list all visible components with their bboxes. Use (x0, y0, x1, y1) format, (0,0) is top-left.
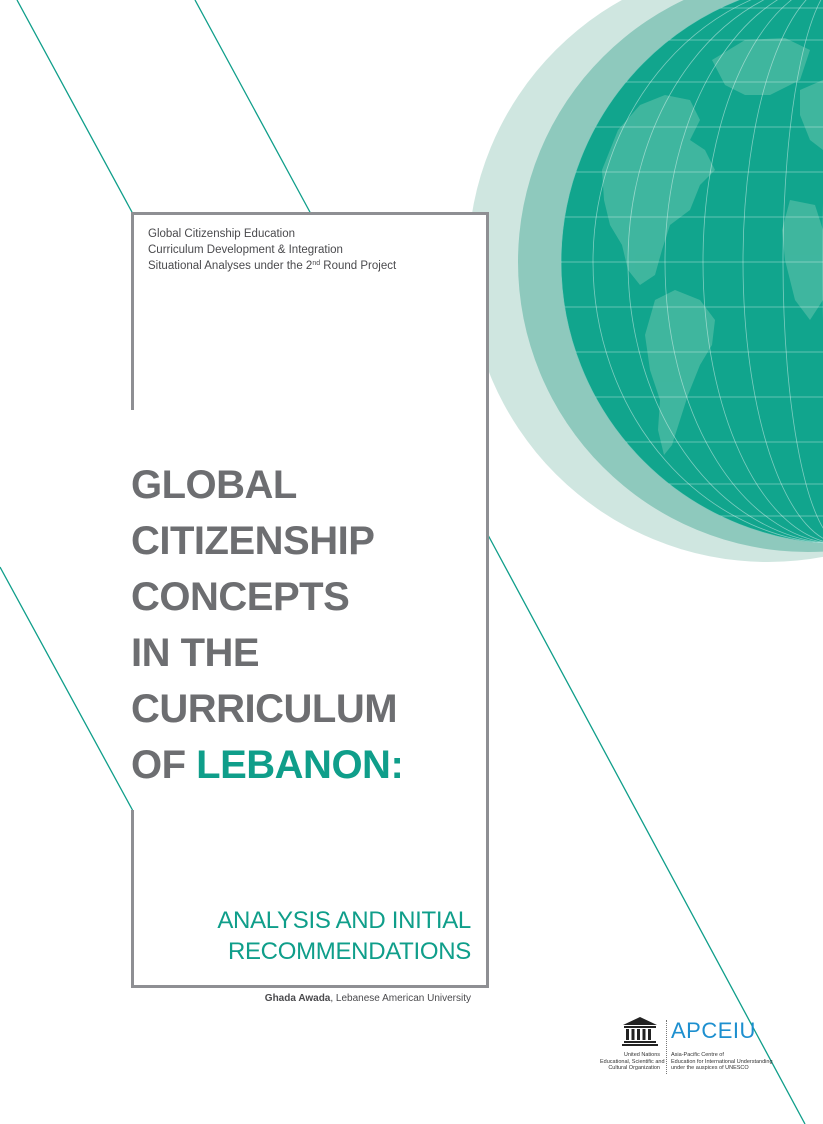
unesco-caption (600, 1052, 665, 1072)
frame-border-bottom (131, 985, 489, 988)
series-line-1: Global Citizenship Education (148, 228, 296, 240)
series-line-3-text: Situational Analyses under the 2 (148, 260, 313, 272)
frame-border-right (486, 212, 489, 988)
frame-border-top (131, 212, 489, 215)
series-line-3-end: Round Project (320, 260, 397, 272)
author-name: Ghada Awada (264, 993, 331, 1004)
frame-border-left-upper (131, 212, 134, 410)
series-line-2: Curriculum Development & Integration (148, 244, 343, 256)
apceiu-caption-line-1: Asia-Pacific Centre of (671, 1052, 724, 1058)
apceiu-caption-line-2: Education for International Understanding (671, 1058, 773, 1065)
unesco-caption-line-1: United Nations (623, 1052, 660, 1058)
title-line-4: IN THE (131, 631, 260, 675)
apceiu-caption-line-3: under the auspices of UNESCO (671, 1065, 749, 1071)
logo-divider (666, 1020, 667, 1074)
title-line-6 (131, 737, 403, 793)
publisher-logos (600, 1016, 775, 1076)
document-title (131, 457, 403, 793)
globe-graphic (468, 0, 823, 562)
title-line-2: CITIZENSHIP (131, 519, 375, 563)
frame-border-left-lower (131, 810, 134, 988)
unesco-caption-line-2: Educational, Scientific and (600, 1058, 665, 1065)
apceiu-wordmark: APCEIU (671, 1018, 756, 1043)
author-affiliation: , Lebanese American University (330, 993, 471, 1004)
subtitle-line-2: RECOMMENDATIONS (227, 938, 471, 965)
title-line-3: CONCEPTS (131, 575, 350, 619)
document-subtitle (217, 905, 471, 967)
subtitle-line-1: ANALYSIS AND INITIAL (217, 907, 471, 934)
series-info (148, 226, 396, 274)
title-line-5: CURRICULUM (131, 687, 398, 731)
unesco-temple-icon (622, 1016, 658, 1046)
title-country: LEBANON: (196, 743, 404, 787)
apceiu-caption (671, 1052, 773, 1072)
series-line-3 (148, 258, 396, 274)
title-line-1: GLOBAL (131, 463, 297, 507)
series-line-3-superscript: nd (312, 260, 321, 267)
author-credit (265, 993, 471, 1004)
title-line-6-prefix: OF (131, 743, 197, 787)
unesco-caption-line-3: Cultural Organization (608, 1065, 660, 1071)
